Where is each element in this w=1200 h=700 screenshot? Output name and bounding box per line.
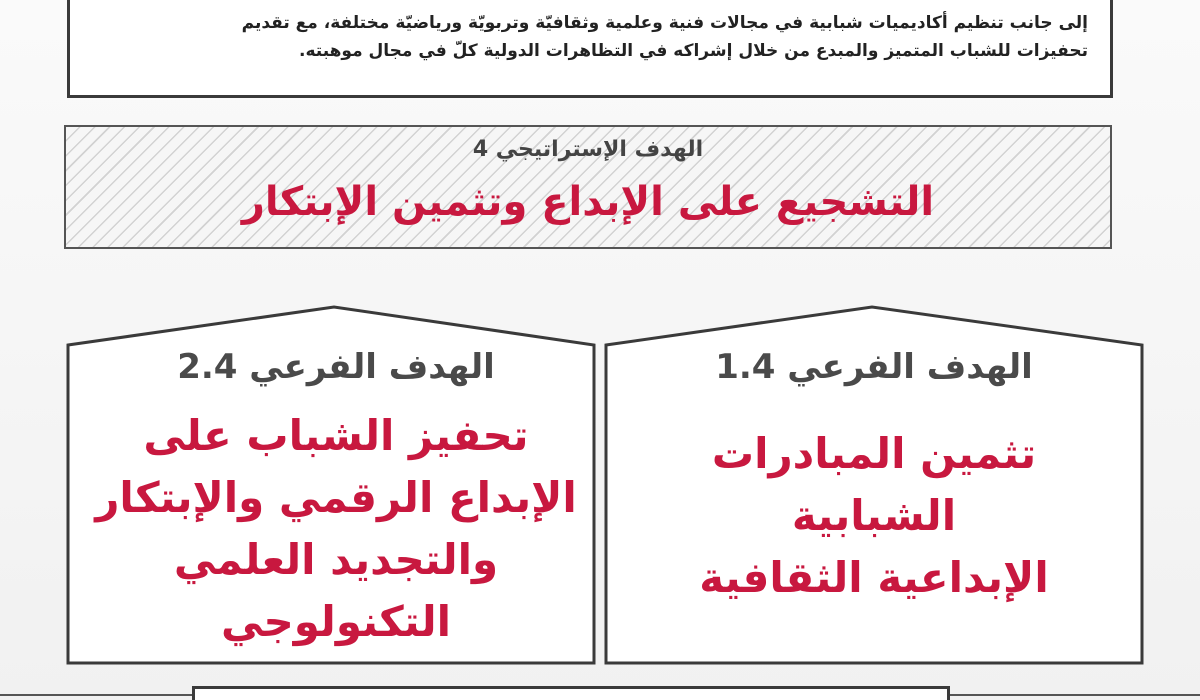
next-section-box <box>192 686 950 700</box>
sub-goal-title-line: التكنولوجي <box>220 597 452 646</box>
sub-goal-title-line: تثمين المبادرات الشبابية <box>711 429 1037 540</box>
intro-line-1: إلى جانب تنظيم أكاديميات شبابية في مجالات فنية وعلمية وثقافيّة وتربويّة ورياضيّة مختلفة، مع تقديم <box>241 13 1088 33</box>
sub-goal-title-2-4 <box>86 405 586 653</box>
sub-goal-label-2-4: الهدف الفرعي 2.4 <box>177 347 495 387</box>
sub-goal-title-1-4 <box>624 423 1124 609</box>
strategic-goal-label: الهدف الإستراتيجي 4 <box>472 137 704 162</box>
sub-goal-label-1-4: الهدف الفرعي 1.4 <box>715 347 1033 387</box>
sub-goal-title-line: والتجديد العلمي <box>173 535 499 584</box>
sub-goal-title-line: تحفيز الشباب على <box>143 411 529 460</box>
strategic-goal-box <box>64 125 1112 249</box>
sub-goal-title-line: الإبداع الرقمي والإبتكار <box>95 473 577 522</box>
sub-goal-card-2-4 <box>66 305 606 665</box>
intro-line-2: تحفيزات للشباب المتميز والمبدع من خلال إشراكه في التظاهرات الدولية كلّ في مجال موهبته. <box>299 41 1088 61</box>
sub-goal-card-1-4 <box>604 305 1144 665</box>
strategic-goal-title: التشجيع على الإبداع وتثمين الإبتكار <box>241 179 935 225</box>
sub-goal-title-line: الإبداعية الثقافية <box>699 553 1049 602</box>
intro-text-box <box>67 0 1113 98</box>
